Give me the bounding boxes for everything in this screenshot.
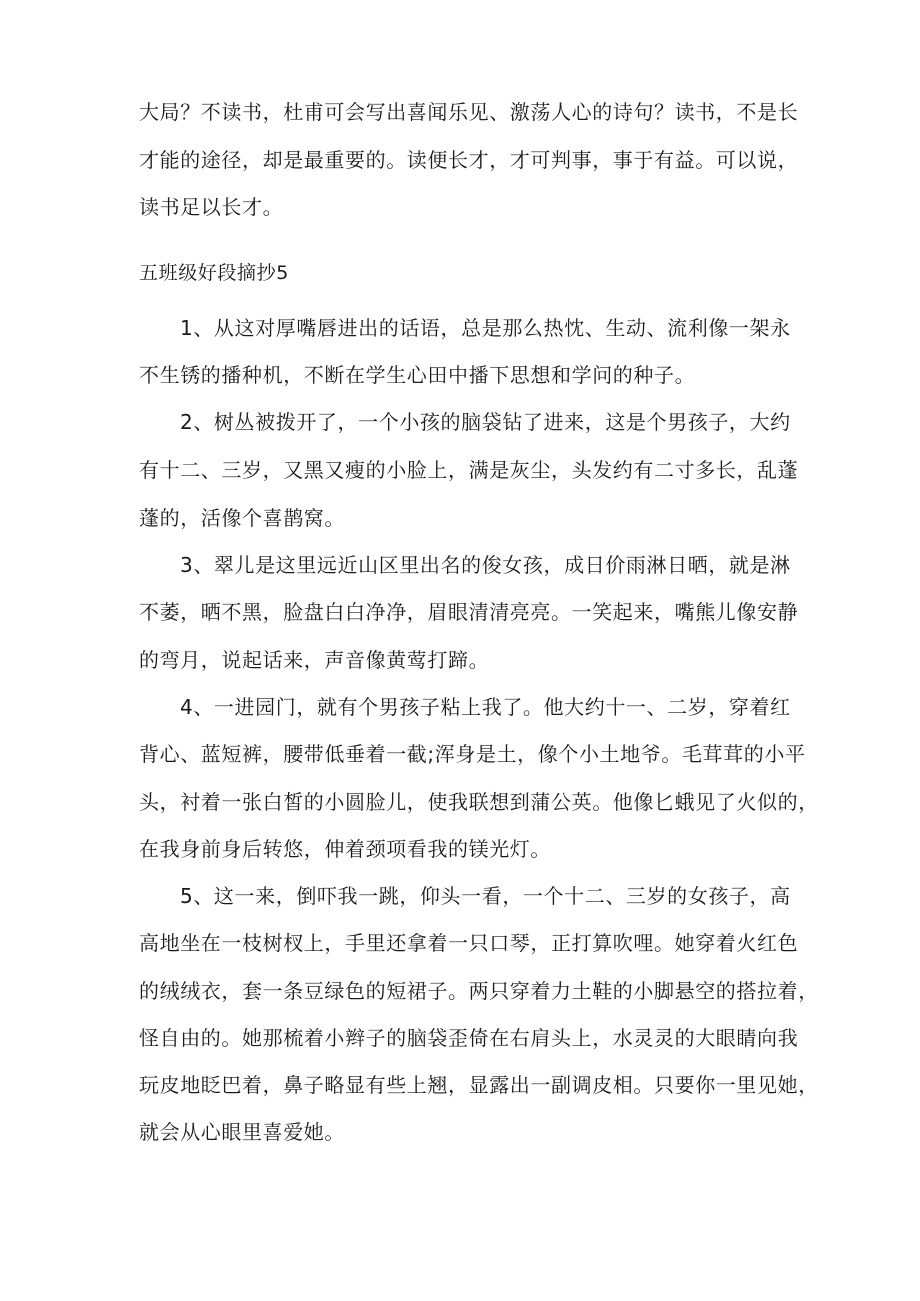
- intro-line-2: 才能的途径，却是最重要的。读便长才，才可判事，事于有益。可以说，: [139, 148, 799, 172]
- paragraph-4-line-2: 背心、蓝短裤，腰带低垂着一截;浑身是土，像个小土地爷。毛茸茸的小平: [139, 742, 806, 766]
- paragraph-2-line-1: 2、树丛被拨开了，一个小孩的脑袋钻了进来，这是个男孩子，大约: [180, 410, 791, 434]
- paragraph-2-line-3: 蓬的，活像个喜鹊窝。: [139, 506, 345, 530]
- paragraph-5-line-3: 的绒绒衣，套一条豆绿色的短裙子。两只穿着力土鞋的小脚悬空的搭拉着，: [139, 979, 819, 1003]
- paragraph-5-line-2: 高地坐在一枝树杈上，手里还拿着一只口琴，正打算吹哩。她穿着火红色: [139, 931, 799, 955]
- paragraph-3-line-2: 不萎，晒不黑，脸盘白白净净，眉眼清清亮亮。一笑起来，嘴熊儿像安静: [139, 600, 799, 624]
- intro-line-3: 读书足以长才。: [139, 195, 284, 219]
- paragraph-5-line-6: 就会从心眼里喜爱她。: [139, 1120, 345, 1144]
- paragraph-5-line-1: 5、这一来，倒吓我一跳，仰头一看，一个十二、三岁的女孩子，高: [180, 884, 791, 908]
- paragraph-5-line-4: 怪自由的。她那梳着小辫子的脑袋歪倚在右肩头上，水灵灵的大眼睛向我: [139, 1026, 799, 1050]
- intro-line-1: 大局？不读书，杜甫可会写出喜闻乐见、激荡人心的诗句？读书，不是长: [139, 100, 799, 124]
- paragraph-4-line-4: 在我身前身后转悠，伸着颈项看我的镁光灯。: [139, 837, 551, 861]
- paragraph-3-line-3: 的弯月，说起话来，声音像黄莺打蹄。: [139, 648, 490, 672]
- paragraph-1-line-2: 不生锈的播种机，不断在学生心田中播下思想和学问的种子。: [139, 363, 696, 387]
- paragraph-3-line-1: 3、翠儿是这里远近山区里出名的俊女孩，成日价雨淋日晒，就是淋: [180, 553, 791, 577]
- paragraph-4-line-3: 头，衬着一张白皙的小圆脸儿，使我联想到蒲公英。他像匕蛾见了火似的，: [139, 790, 819, 814]
- paragraph-5-line-5: 玩皮地眨巴着，鼻子略显有些上翘，显露出一副调皮相。只要你一里见她，: [139, 1073, 819, 1097]
- paragraph-1-line-1: 1、从这对厚嘴唇进出的话语，总是那么热忱、生动、流利像一架永: [180, 316, 791, 340]
- paragraph-4-line-1: 4、一进园门，就有个男孩子粘上我了。他大约十一、二岁，穿着红: [180, 695, 791, 719]
- paragraph-2-line-2: 有十二、三岁，又黑又瘦的小脸上，满是灰尘，头发约有二寸多长，乱蓬: [139, 458, 799, 482]
- section-title: 五班级好段摘抄5: [139, 262, 289, 284]
